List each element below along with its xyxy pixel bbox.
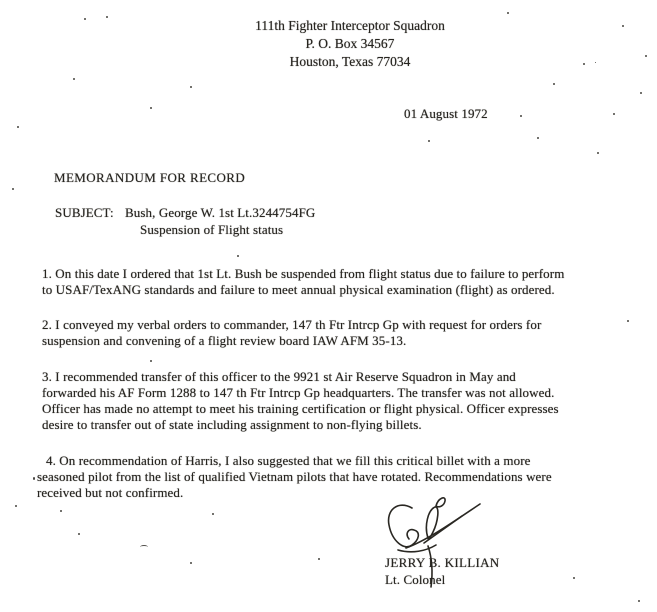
scan-speck — [73, 78, 75, 80]
scan-speck — [78, 533, 80, 535]
paragraph-4-line-1: 4. On recommendation of Harris, I also suggested that we fill this critical billet with a more — [46, 453, 531, 468]
scan-speck — [15, 505, 17, 507]
scan-speck — [237, 255, 239, 257]
scan-speck — [12, 188, 14, 190]
subject-label: SUBJECT: — [55, 205, 114, 220]
date-line: 01 August 1972 — [404, 106, 488, 121]
signer-name: JERRY B. KILLIAN — [385, 555, 500, 570]
scan-speck — [573, 577, 575, 579]
letterhead-po-box: P. O. Box 34567 — [305, 36, 395, 51]
scan-speck — [428, 140, 430, 142]
scan-speck — [507, 12, 509, 14]
subject-line2: Suspension of Flight status — [140, 222, 284, 237]
paragraph-3-line-3: Officer has made no attempt to meet his training certification or flight physical. Officer expresses — [42, 401, 559, 416]
letterhead-unit: 111th Fighter Interceptor Squadron — [255, 18, 445, 33]
paragraph-3-line-2: forwarded his AF Form 1288 to 147 th Ftr Intrcp Gp headquarters. The transfer was not allowed. — [42, 385, 555, 400]
scan-speck — [645, 55, 647, 57]
scan-speck — [33, 477, 35, 480]
letterhead — [35, 17, 657, 71]
scan-speck — [537, 137, 539, 139]
scan-speck — [106, 16, 108, 18]
scan-speck — [150, 107, 152, 109]
signer-title: Lt. Colonel — [385, 572, 446, 587]
scan-speck — [597, 152, 599, 154]
paragraph-2 — [42, 317, 541, 349]
scan-speck — [595, 62, 596, 63]
paragraph-4-line-3: received but not confirmed. — [37, 485, 184, 500]
paragraph-1 — [42, 266, 564, 298]
scan-speck — [627, 320, 629, 322]
scan-speck — [318, 558, 320, 560]
scan-speck — [613, 113, 615, 115]
scan-speck — [140, 545, 148, 549]
scan-speck — [190, 562, 192, 564]
memo-title: MEMORANDUM FOR RECORD — [54, 170, 246, 185]
letterhead-city: Houston, Texas 77034 — [289, 54, 411, 69]
paragraph-4 — [37, 453, 552, 501]
paragraph-1-line-1: 1. On this date I ordered that 1st Lt. Bush be suspended from flight status due to failure to perform — [42, 266, 565, 281]
scan-speck — [150, 360, 152, 362]
subject-line1: Bush, George W. 1st Lt.3244754FG — [125, 205, 316, 220]
scan-speck — [84, 18, 86, 20]
scan-speck — [640, 92, 642, 94]
scan-speck — [190, 86, 192, 88]
scan-speck — [622, 25, 624, 27]
scan-speck — [212, 513, 214, 515]
paragraph-3-line-4: desire to transfer out of state including assignment to non-flying billets. — [42, 417, 422, 432]
scan-speck — [60, 510, 62, 512]
paragraph-3 — [42, 369, 559, 433]
paragraph-1-line-2: to USAF/TexANG standards and failure to meet annual physical examination (flight) as ordered. — [42, 282, 555, 297]
paragraph-4-line-2: seasoned pilot from the list of qualified Vietnam pilots that have rotated. Recommendations were — [37, 469, 552, 484]
scan-speck — [520, 115, 522, 117]
paragraph-3-line-1: 3. I recommended transfer of this officer to the 9921 st Air Reserve Squadron in May and — [42, 369, 516, 384]
paragraph-2-line-1: 2. I conveyed my verbal orders to commander, 147 th Ftr Intrcp Gp with request for orders for — [42, 317, 542, 332]
scan-speck — [553, 83, 555, 85]
scan-speck — [583, 63, 585, 65]
scan-speck — [17, 126, 19, 128]
scan-speck — [638, 600, 640, 602]
paragraph-2-line-2: suspension and convening of a flight review board IAW AFM 35-13. — [42, 333, 407, 348]
